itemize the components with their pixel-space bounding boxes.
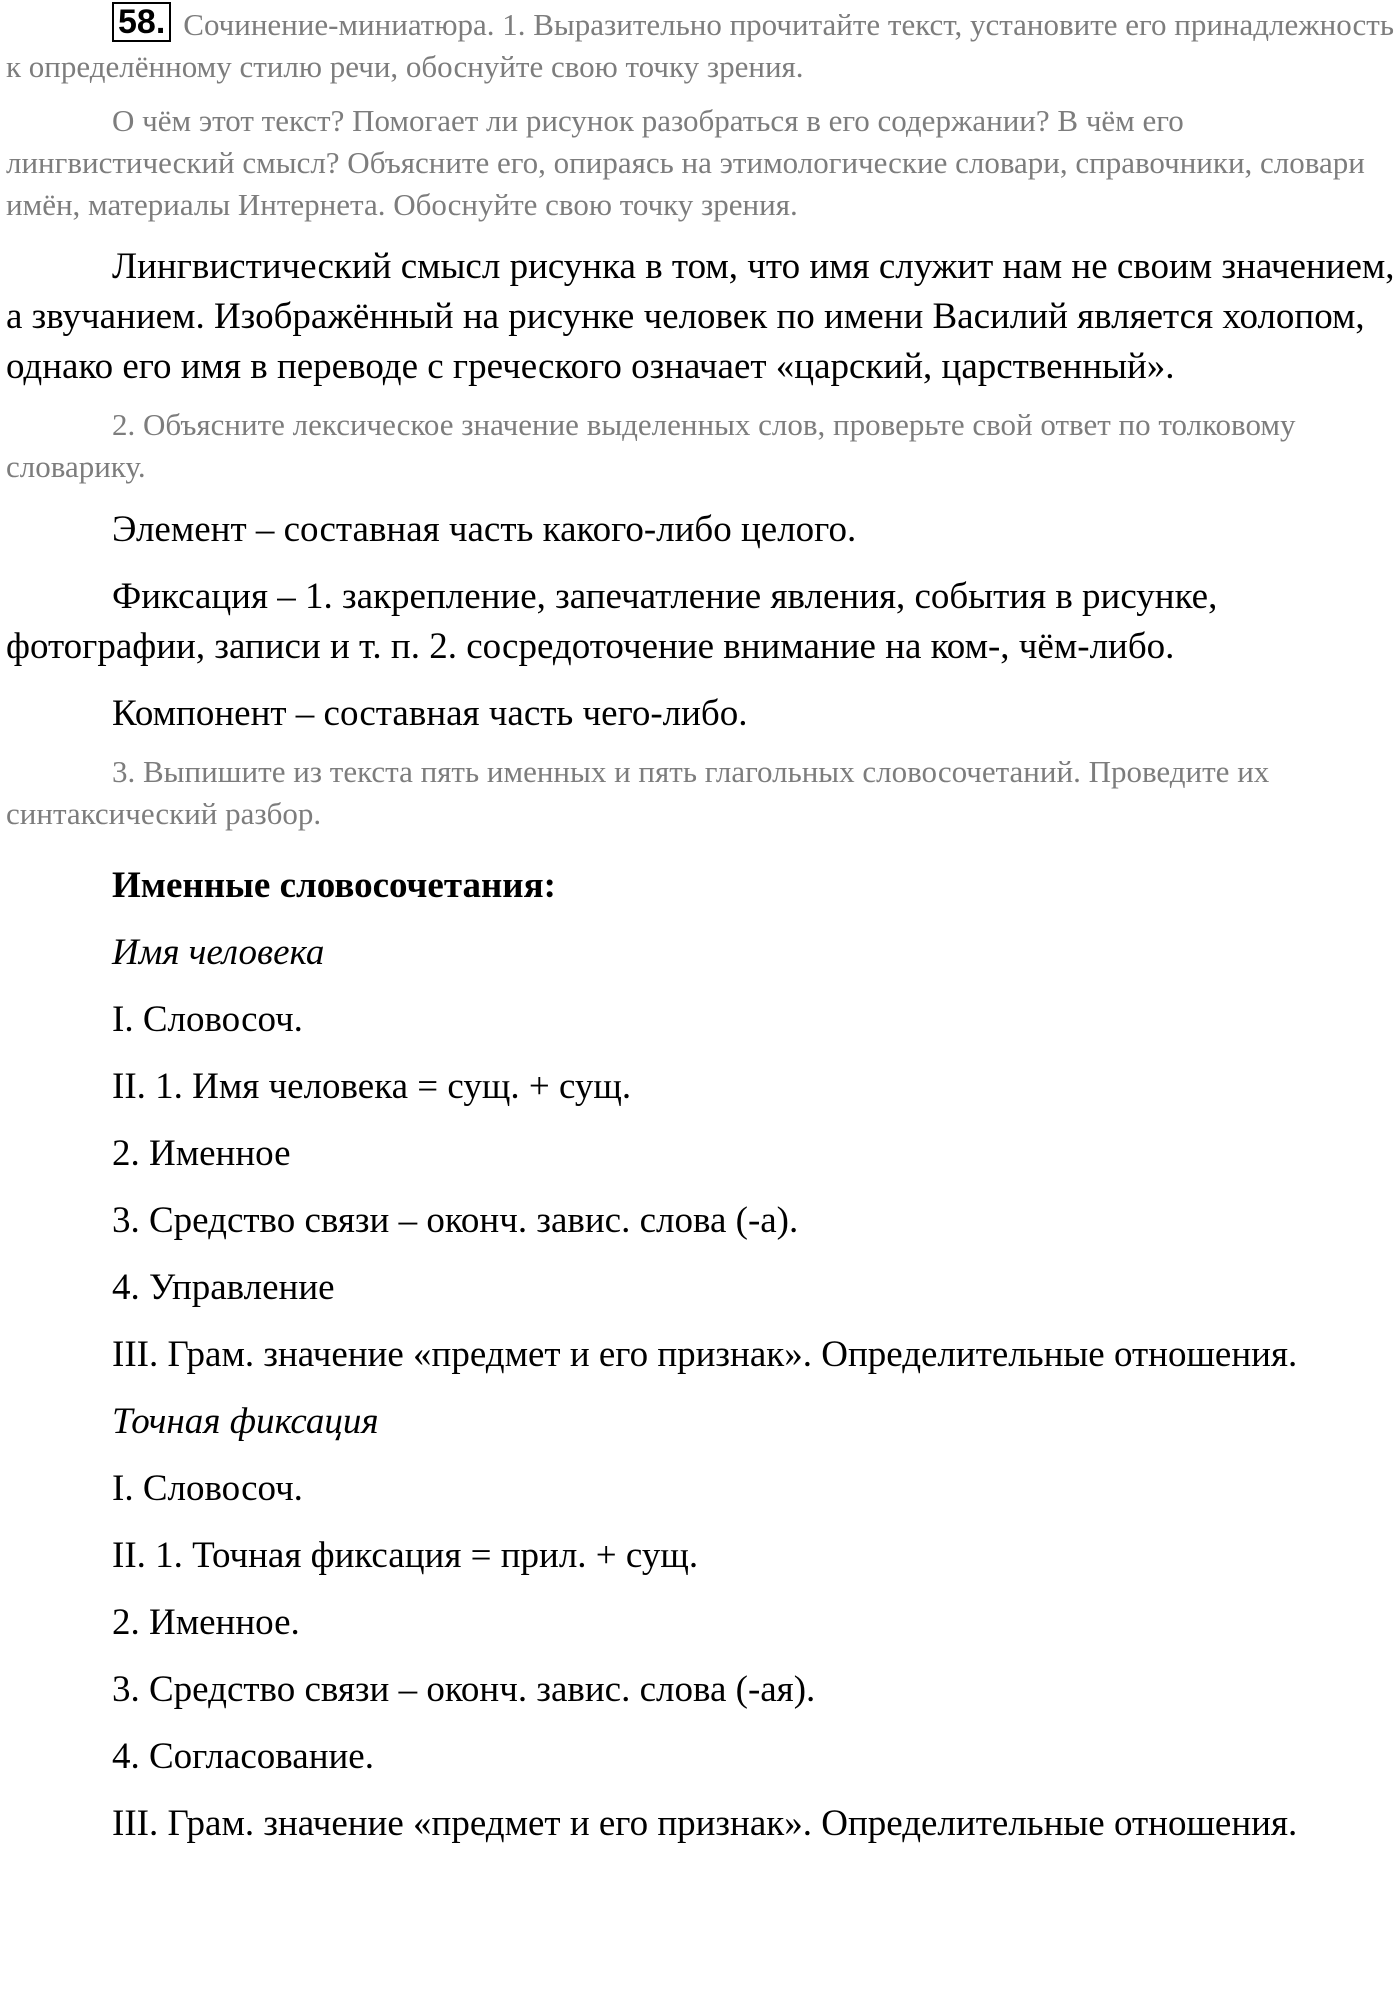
exercise-questions: О чём этот текст? Помогает ли рисунок разобраться в его содержании? В чём его лингвистический смысл? Объясните его, опираясь на этимологические словари, справочники, словари имён, материалы Интернета. Обоснуйте свою точку зрения. bbox=[6, 103, 1365, 222]
phrase-1-line: III. Грам. значение «предмет и его признак». Определительные отношения. bbox=[112, 1334, 1298, 1375]
phrase-2-line: 4. Согласование. bbox=[112, 1736, 374, 1777]
phrase-2-line: III. Грам. значение «предмет и его признак». Определительные отношения. bbox=[112, 1803, 1298, 1844]
exercise-heading-text: Сочинение-миниатюра. 1. Выразительно прочитайте текст, установите его принадлежность к определённому стилю речи, обоснуйте свою точку зрения. bbox=[6, 7, 1394, 84]
definition-fixation: Фиксация – 1. закрепление, запечатление явления, события в рисунке, фотографии, записи и т. п. 2. сосредоточение внимание на ком-, чём-либо. bbox=[6, 576, 1218, 667]
phrase-2-line: II. 1. Точная фиксация = прил. + сущ. bbox=[112, 1535, 699, 1576]
phrase-1-line: II. 1. Имя человека = сущ. + сущ. bbox=[112, 1066, 632, 1107]
answer-linguistic-meaning: Лингвистический смысл рисунка в том, что имя служит нам не своим значением, а звучанием. Изображённый на рисунке человек по имени Василий является холопом, однако его имя в переводе с греческого означает «царский, царственный». bbox=[6, 246, 1395, 387]
phrase-2-line: 3. Средство связи – оконч. завис. слова (-ая). bbox=[112, 1669, 816, 1710]
phrase-2-line: 2. Именное. bbox=[112, 1602, 300, 1643]
phrase-2-line: I. Словосоч. bbox=[112, 1468, 303, 1509]
phrase-2-title: Точная фиксация bbox=[112, 1401, 379, 1442]
task-2: 2. Объясните лексическое значение выделенных слов, проверьте свой ответ по толковому словарику. bbox=[6, 407, 1296, 484]
task-3: 3. Выпишите из текста пять именных и пять глагольных словосочетаний. Проведите их синтаксический разбор. bbox=[6, 754, 1270, 831]
phrase-1-line: 3. Средство связи – оконч. завис. слова (-а). bbox=[112, 1200, 799, 1241]
exercise-heading bbox=[6, 2, 1398, 88]
exercise-number: 58. bbox=[112, 2, 171, 42]
phrase-1-line: 2. Именное bbox=[112, 1133, 291, 1174]
textbook-page bbox=[6, 0, 1398, 1849]
section-title: Именные словосочетания: bbox=[112, 865, 556, 906]
definition-component: Компонент – составная часть чего-либо. bbox=[112, 693, 748, 734]
phrase-1-title: Имя человека bbox=[112, 932, 325, 973]
definition-element: Элемент – составная часть какого-либо целого. bbox=[112, 509, 857, 550]
phrase-1-line: I. Словосоч. bbox=[112, 999, 303, 1040]
phrase-1-line: 4. Управление bbox=[112, 1267, 335, 1308]
